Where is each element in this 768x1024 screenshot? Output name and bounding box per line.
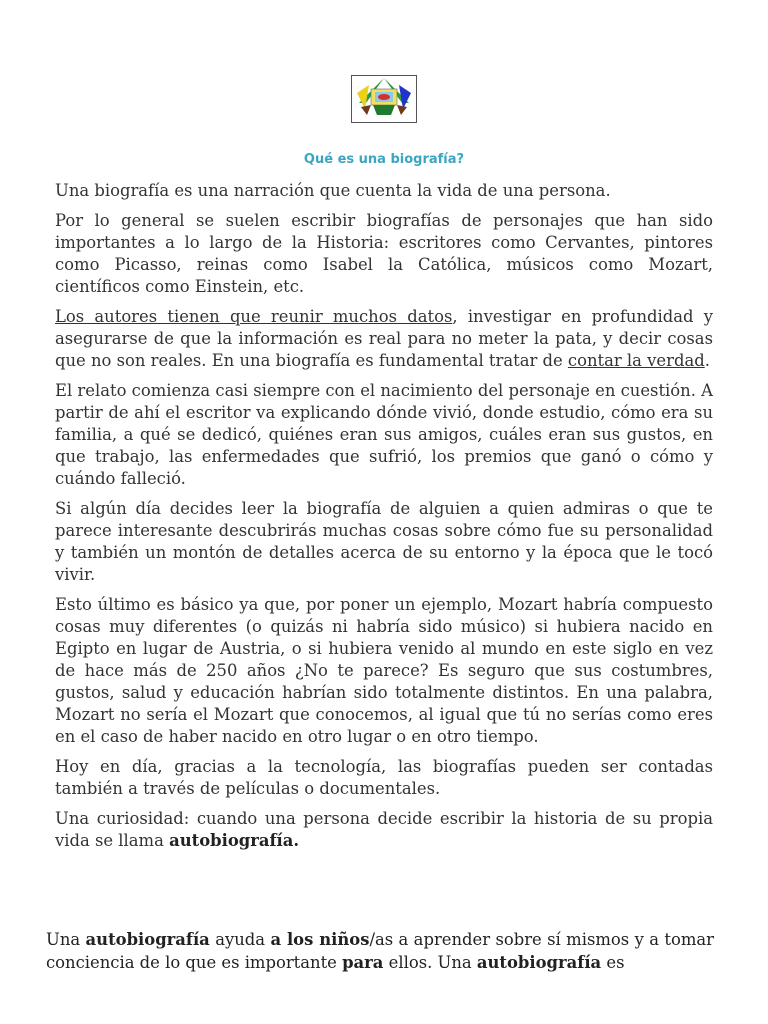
- document-body: [55, 180, 713, 860]
- tail-text-1: Una: [46, 930, 86, 949]
- tail-text-4: ellos. Una: [383, 953, 477, 972]
- paragraph-4: El relato comienza casi siempre con el nacimiento del personaje en cuestión. A partir de ahí el escritor va explicando dónde vivió, donde estudio, cómo era su familia, a qué se dedicó, quiénes eran sus amigos, cuáles eran sus gustos, en que trabajo, las enfermedades que sufrió, los premios que ganó o cómo y cuándo falleció.: [55, 381, 713, 488]
- paragraph-7: Hoy en día, gracias a la tecnología, las biografías pueden ser contadas también a través de películas o documentales.: [55, 757, 713, 798]
- tail-bold-2: a los niños: [270, 930, 370, 949]
- paragraph-1: Una biografía es una narración que cuenta la vida de una persona.: [55, 181, 611, 200]
- tail-bold-1: autobiografía: [85, 930, 210, 949]
- tail-text-3: /as a aprender sobre sí mismos y a tomar conciencia de lo que es importante: [46, 930, 714, 972]
- paragraph-8-text: Una curiosidad: cuando una persona decide escribir la historia de su propia vida se llama: [55, 809, 713, 850]
- tail-bold-3: para: [342, 953, 384, 972]
- paragraph-3-text: , investigar en profundidad y asegurarse de que la información es real para no meter la pata, y decir cosas que no son reales. En una biografía es fundamental tratar de: [55, 307, 714, 370]
- paragraph-6: Esto último es básico ya que, por poner un ejemplo, Mozart habría compuesto cosas muy diferentes (o quizás ni habría sido músico) si hubiera nacido en Egipto en lugar de Austria, o si hubiera venido al mundo en este siglo en vez de hace más de 250 años ¿No te parece? Es seguro que sus costumbres, gustos, salud y educación habrían sido totalmente distintos. En una palabra, Mozart no sería el Mozart que conocemos, al igual que tú no serías como eres en el caso de haber nacido en otro lugar o en otro tiempo.: [55, 595, 713, 746]
- paragraph-3-end: .: [704, 351, 710, 370]
- autobiografia-section: [46, 928, 714, 974]
- tail-paragraph: [46, 928, 714, 974]
- tail-text-2: ayuda: [209, 930, 271, 949]
- school-crest-icon: [351, 75, 417, 123]
- paragraph-2: Por lo general se suelen escribir biografías de personajes que han sido importantes a lo largo de la Historia: escritores como Cervantes, pintores como Picasso, reinas como Isabel la Católica, músicos como Mozart, científicos como Einstein, etc.: [55, 211, 713, 296]
- autobiografia-term: autobiografía.: [169, 831, 300, 850]
- link-reunir-datos[interactable]: Los autores tienen que reunir muchos datos: [55, 307, 453, 326]
- page-title: Qué es una biografía?: [303, 152, 465, 167]
- tail-text-5: es: [601, 953, 625, 972]
- paragraph-8: [55, 808, 713, 852]
- paragraph-3: [55, 306, 713, 372]
- paragraph-5: Si algún día decides leer la biografía de alguien a quien admiras o que te parece interesante descubrirás muchas cosas sobre cómo fue su personalidad y también un montón de detalles acerca de su entorno y la época que le tocó vivir.: [55, 499, 713, 584]
- link-contar-verdad[interactable]: contar la verdad: [567, 351, 705, 370]
- tail-bold-4: autobiografía: [476, 953, 602, 972]
